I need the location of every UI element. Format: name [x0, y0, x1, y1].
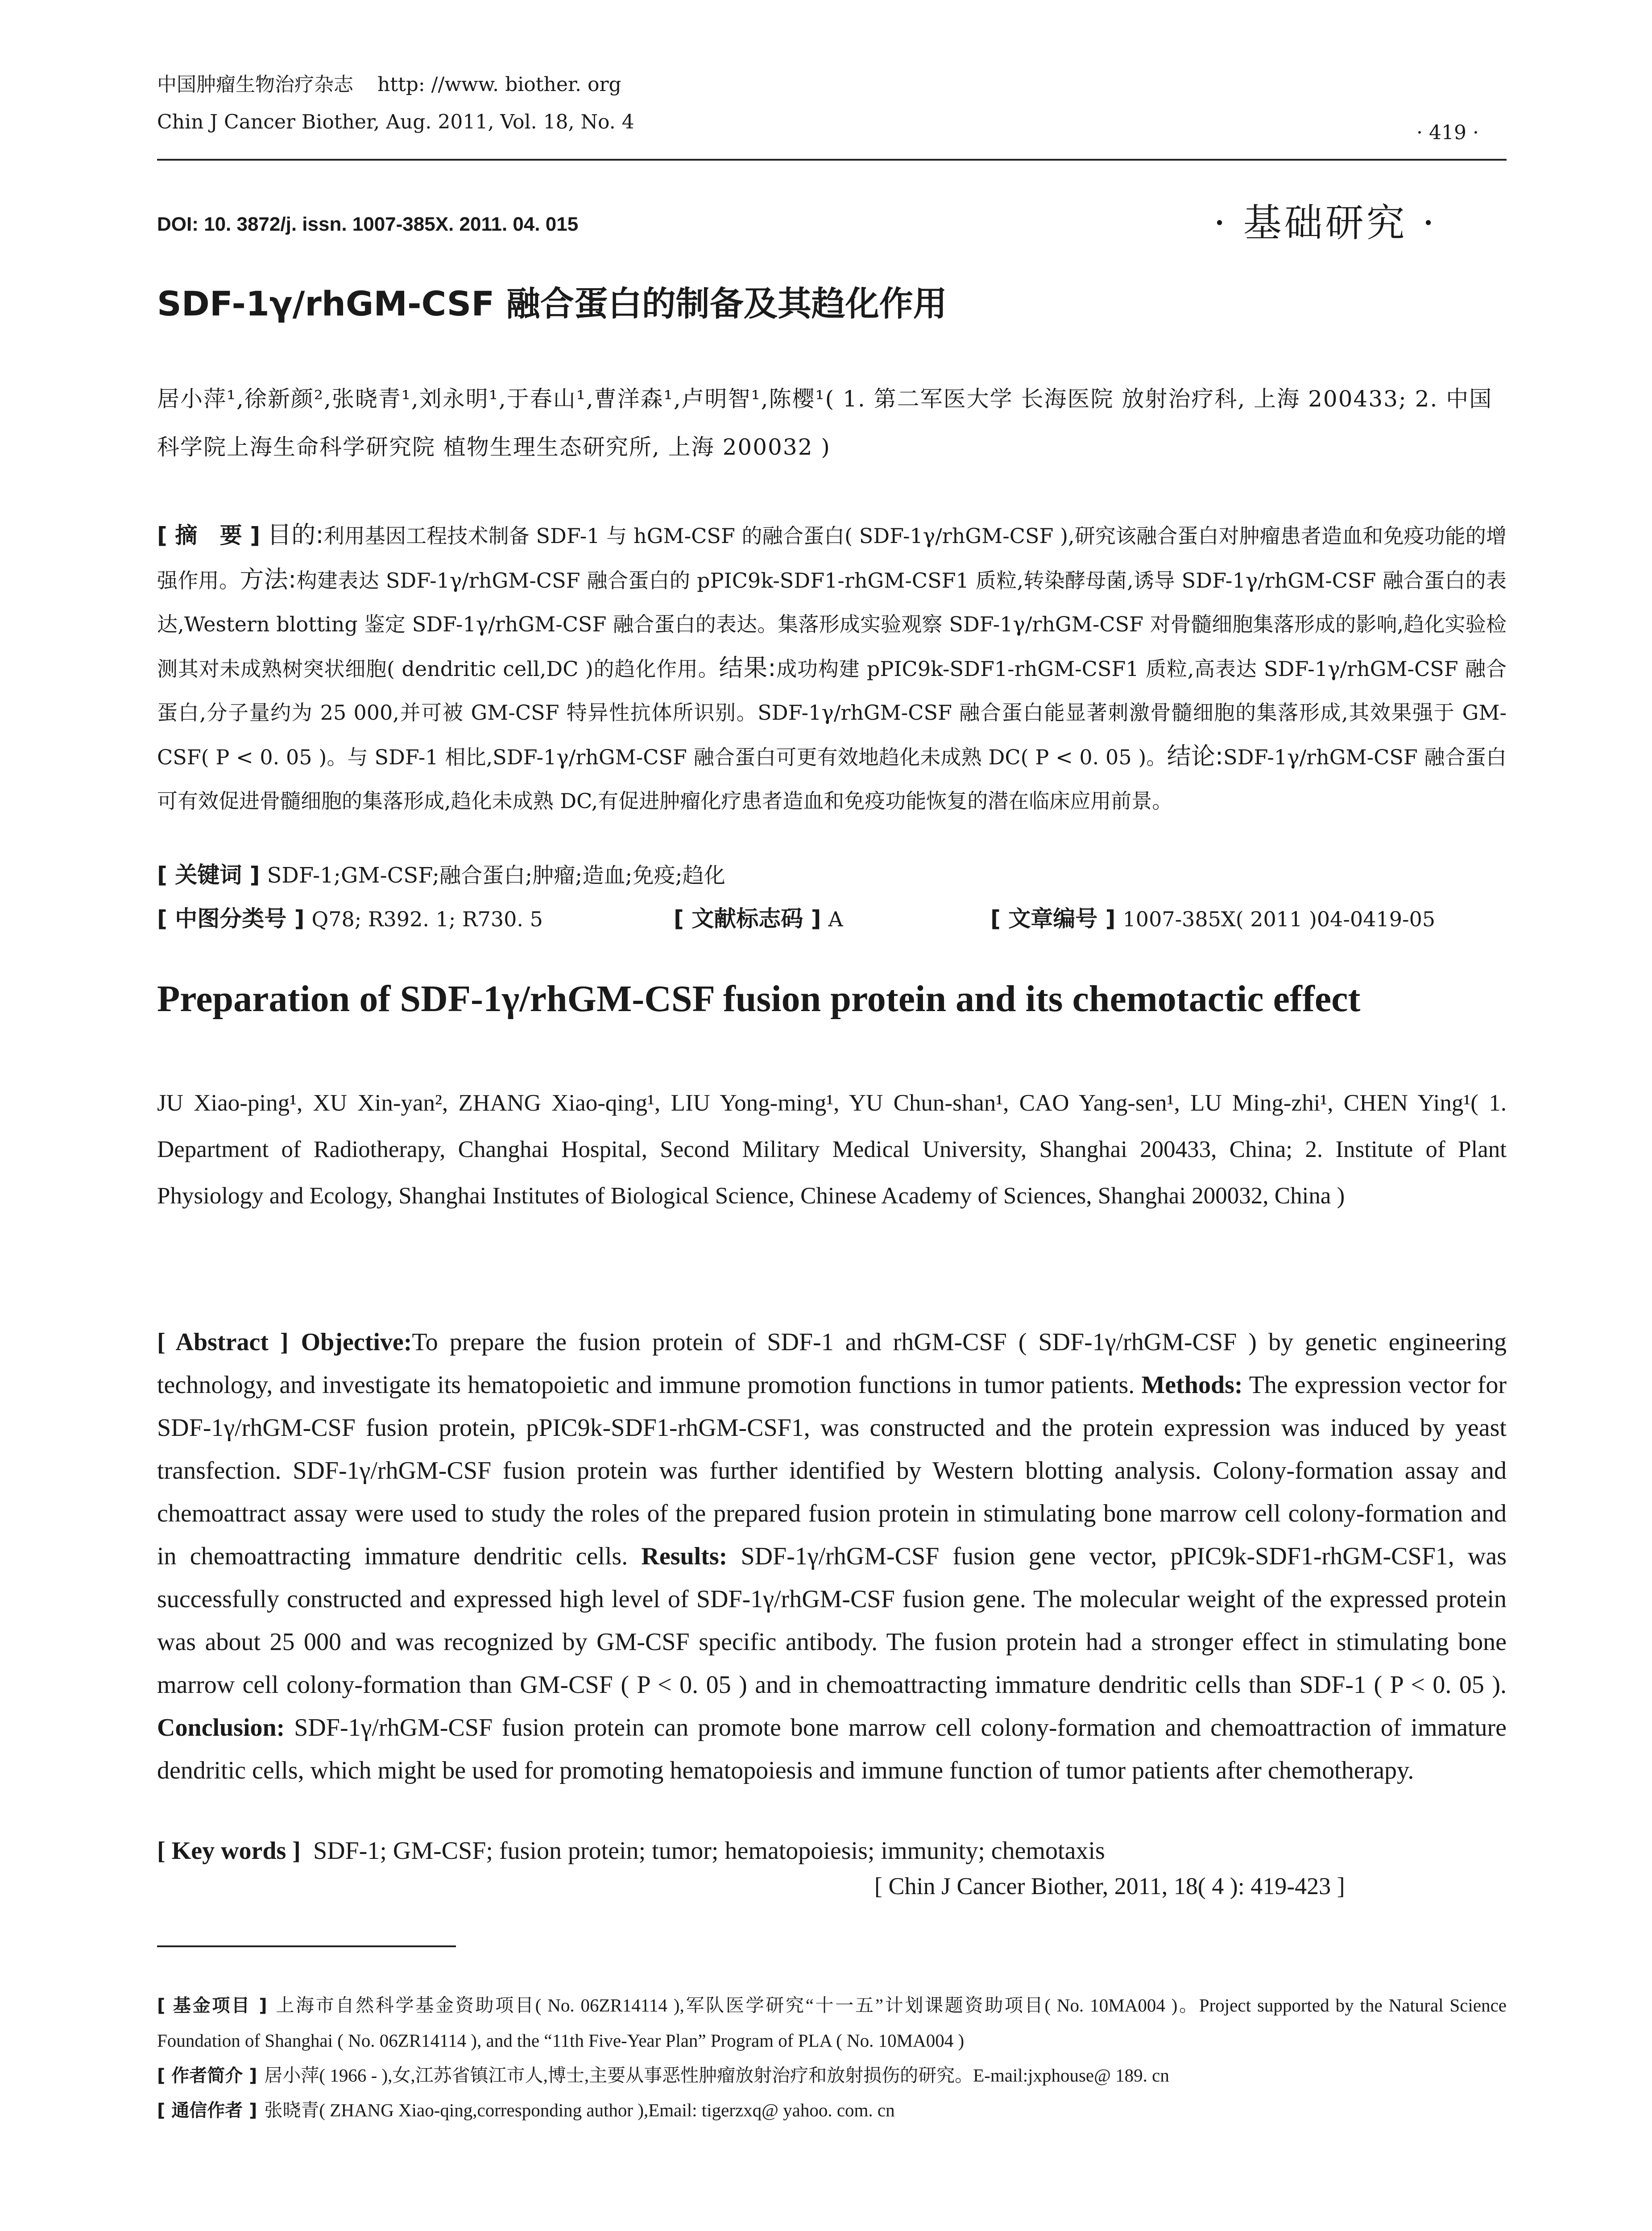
- doi: DOI: 10. 3872/j. issn. 1007-385X. 2011. 04. 015: [157, 213, 579, 235]
- methods-en: The expression vector for SDF-1γ/rhGM-CSF fusion protein, pPIC9k-SDF1-rhGM-CSF1, was constructed and the protein expression was induced by yeast transfection. SDF-1γ/rhGM-CSF fusion protein was further identified by Western blotting analysis. Colony-formation assay and chemoattract assay were used to study the roles of the prepared fusion protein in stimulating bone marrow cell colony-formation and in chemoattracting immature dendritic cells.: [157, 1371, 1507, 1570]
- objective-heading-cn: 目的:: [267, 521, 324, 549]
- clc-value: Q78; R392. 1; R730. 5: [311, 907, 543, 931]
- clc-code: [157, 897, 543, 941]
- doc-label: [ 文献标志码 ]: [674, 906, 821, 932]
- footnote-author: [157, 2058, 1507, 2093]
- authors-en: JU Xiao-ping¹, XU Xin-yan², ZHANG Xiao-qing¹, LIU Yong-ming¹, YU Chun-shan¹, CAO Yang-sen¹, LU Ming-zhi¹, CHEN Ying¹( 1. Department of Radiotherapy, Changhai Hospital, Second Military Medical University, Shanghai 200433, China; 2. Institute of Plant Physiology and Ecology, Shanghai Institutes of Biological Science, Chinese Academy of Sciences, Shanghai 200032, China ): [157, 1090, 1507, 1209]
- title-en: Preparation of SDF-1γ/rhGM-CSF fusion protein and its chemotactic effect: [157, 978, 1361, 1020]
- fund-label: [ 基金项目 ]: [157, 1995, 267, 2016]
- footnote-fund: [157, 1988, 1507, 2058]
- corresponding-text: 张晓青( ZHANG Xiao-qing,corresponding author ),Email: tigerzxq@ yahoo. com. cn: [264, 2100, 895, 2120]
- keywords-en: [157, 1829, 1105, 1872]
- conclusion-heading-cn: 结论:: [1167, 742, 1224, 770]
- keywords-en-label: [ Key words ]: [157, 1837, 301, 1865]
- results-cn: 成功构建 pPIC9k-SDF1-rhGM-CSF1 质粒,高表达 SDF-1γ/rhGM-CSF 融合蛋白,分子量约为 25 000,并可被 GM-CSF 特异性抗体所识别。SDF-1γ/rhGM-CSF 融合蛋白能显著刺激骨髓细胞的集落形成,其效果强于 GM-CSF( P < 0. 05 )。与 SDF-1 相比,SDF-1γ/rhGM-CSF 融合蛋白可更有效地趋化未成熟 DC( P < 0. 05 )。: [157, 657, 1507, 769]
- corresponding-label: [ 通信作者 ]: [157, 2100, 257, 2121]
- authors-cn: 居小萍¹,徐新颜²,张晓青¹,刘永明¹,于春山¹,曹洋森¹,卢明智¹,陈樱¹( 1. 第二军医大学 长海医院 放射治疗科, 上海 200433; 2. 中国科学院上海生命科学研究院 植物生理生态研究所, 上海 200032 ): [157, 386, 1493, 460]
- journal-name-cn: 中国肿瘤生物治疗杂志: [157, 73, 353, 96]
- header-rule: [157, 159, 1507, 161]
- keywords-cn: [157, 853, 725, 897]
- footnote-rule: [157, 1945, 456, 1947]
- methods-cn: 构建表达 SDF-1γ/rhGM-CSF 融合蛋白的 pPIC9k-SDF1-rhGM-CSF1 质粒,转染酵母菌,诱导 SDF-1γ/rhGM-CSF 融合蛋白的表达,Western blotting 鉴定 SDF-1γ/rhGM-CSF 融合蛋白的表达。集落形成实验观察 SDF-1γ/rhGM-CSF 对骨髓细胞集落形成的影响,趋化实验检测其对未成熟树突状细胞( dendritic cell,DC )的趋化作用。: [157, 568, 1507, 681]
- objective-heading-en: Objective:: [301, 1328, 412, 1356]
- conclusion-cn: SDF-1γ/rhGM-CSF 融合蛋白可有效促进骨髓细胞的集落形成,趋化未成熟 DC,有促进肿瘤化疗患者造血和免疫功能恢复的潜在临床应用前景。: [157, 745, 1507, 813]
- article-number: [990, 897, 1435, 941]
- journal-citation-line: Chin J Cancer Biother, Aug. 2011, Vol. 18, No. 4: [157, 111, 634, 133]
- fund-text: 上海市自然科学基金资助项目( No. 06ZR14114 ),军队医学研究“十一五”计划课题资助项目( No. 10MA004 )。Project supported by the Natural Science Foundation of Shanghai ( No. 06ZR14114 ), and the “11th Five-Year Plan” Program of PLA ( No. 10MA004 ): [157, 1995, 1507, 2051]
- title-cn: SDF-1γ/rhGM-CSF 融合蛋白的制备及其趋化作用: [157, 284, 947, 323]
- footnote-corresponding: [157, 2093, 1507, 2128]
- objective-en: To prepare the fusion protein of SDF-1 and rhGM-CSF ( SDF-1γ/rhGM-CSF ) by genetic engineering technology, and investigate its hematopoietic and immune promotion functions in tumor patients.: [157, 1328, 1507, 1399]
- methods-heading-cn: 方法:: [240, 565, 297, 593]
- running-header: [157, 71, 621, 98]
- citation-en: [ Chin J Cancer Biother, 2011, 18( 4 ): 419-423 ]: [874, 1873, 1345, 1899]
- author-bio-label: [ 作者简介 ]: [157, 2065, 257, 2086]
- page-number: · 419 ·: [1416, 121, 1479, 144]
- art-value: 1007-385X( 2011 )04-0419-05: [1122, 907, 1436, 931]
- author-bio-text: 居小萍( 1966 - ),女,江苏省镇江市人,博士,主要从事恶性肿瘤放射治疗和放射损伤的研究。E-mail:jxphouse@ 189. cn: [264, 2065, 1169, 2086]
- doc-value: A: [828, 907, 843, 931]
- keywords-cn-label: [ 关键词 ]: [157, 862, 260, 888]
- abstract-en-label: [ Abstract ]: [157, 1328, 289, 1356]
- objective-cn: 利用基因工程技术制备 SDF-1 与 hGM-CSF 的融合蛋白( SDF-1γ/rhGM-CSF ),研究该融合蛋白对肿瘤患者造血和免疫功能的增强作用。: [157, 524, 1507, 593]
- conclusion-heading-en: Conclusion:: [157, 1714, 285, 1742]
- abstract-cn: [157, 513, 1507, 823]
- keywords-en-text: SDF-1; GM-CSF; fusion protein; tumor; hematopoiesis; immunity; chemotaxis: [313, 1837, 1105, 1865]
- results-en: SDF-1γ/rhGM-CSF fusion gene vector, pPIC9k-SDF1-rhGM-CSF1, was successfully constructed and expressed high level of SDF-1γ/rhGM-CSF fusion gene. The molecular weight of the expressed protein was about 25 000 and was recognized by GM-CSF specific antibody. The fusion protein had a stronger effect in stimulating bone marrow cell colony-formation than GM-CSF ( P < 0. 05 ) and in chemoattracting immature dendritic cells than SDF-1 ( P < 0. 05 ).: [157, 1543, 1507, 1699]
- methods-heading-en: Methods:: [1141, 1371, 1243, 1399]
- keywords-cn-text: SDF-1;GM-CSF;融合蛋白;肿瘤;造血;免疫;趋化: [267, 863, 725, 888]
- results-heading-en: Results:: [641, 1543, 728, 1570]
- abstract-cn-label: [ 摘 要 ]: [157, 523, 261, 548]
- clc-label: [ 中图分类号 ]: [157, 906, 305, 932]
- art-label: [ 文章编号 ]: [990, 906, 1116, 932]
- results-heading-cn: 结果:: [719, 654, 776, 682]
- journal-url: http: //www. biother. org: [377, 73, 621, 96]
- abstract-en: [157, 1321, 1507, 1792]
- section-label: · 基础研究 ·: [1213, 201, 1437, 245]
- conclusion-en: SDF-1γ/rhGM-CSF fusion protein can promote bone marrow cell colony-formation and chemoattraction of immature dendritic cells, which might be used for promoting hematopoiesis and immune function of tumor patients after chemotherapy.: [157, 1714, 1507, 1784]
- doc-code: [674, 897, 843, 941]
